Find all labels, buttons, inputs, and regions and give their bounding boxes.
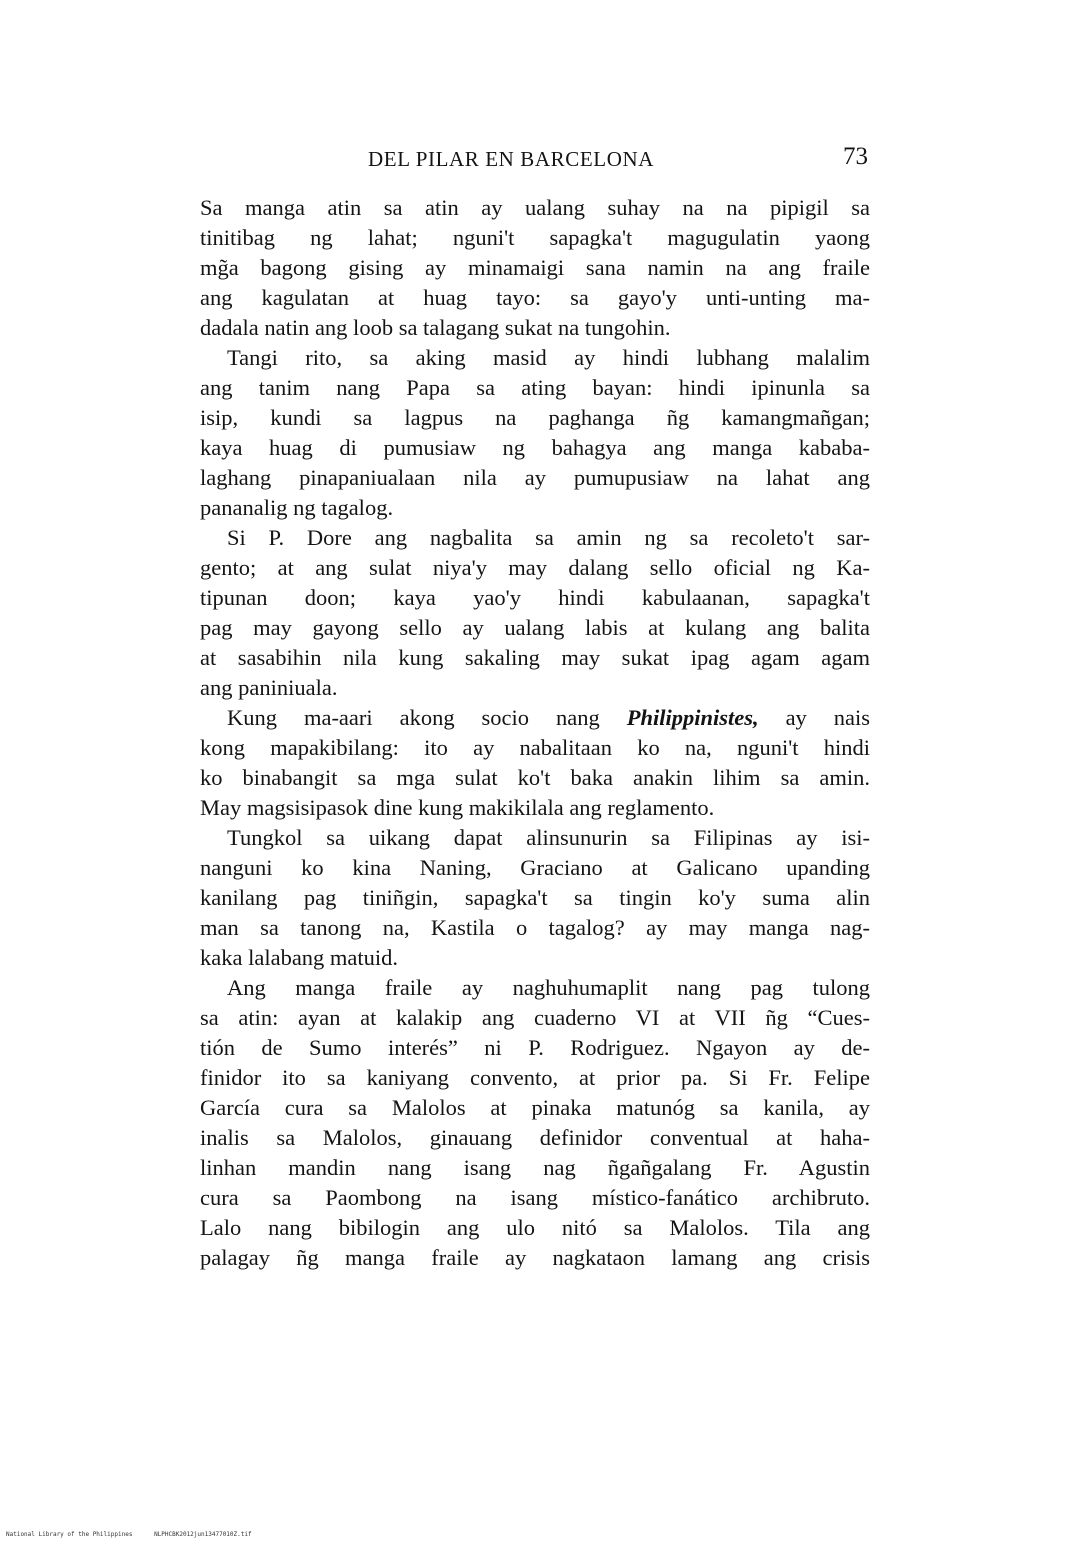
text-line: dadala natin ang loob sa talagang sukat na tungohin. bbox=[200, 315, 671, 340]
text-line: linhan mandin nang isang nag ñgañgalang Fr. Agustin bbox=[200, 1155, 870, 1180]
text-line: ang kagulatan at huag tayo: sa gayo'y unti-unting ma- bbox=[200, 285, 870, 310]
text-line: Lalo nang bibilogin ang ulo nitó sa Malolos. Tila ang bbox=[200, 1215, 870, 1240]
text-line: palagay ñg manga fraile ay nagkataon lamang ang crisis bbox=[200, 1245, 870, 1270]
text-line: kanilang pag tiniñgin, sapagka't sa tingin ko'y suma alin bbox=[200, 885, 870, 910]
text-line: isip, kundi sa lagpus na paghanga ñg kamangmañgan; bbox=[200, 405, 870, 430]
running-head bbox=[200, 143, 870, 179]
italic-term: Philippinistes, bbox=[626, 705, 759, 730]
text-line: Kung ma-aari akong socio nang Philippinistes, ay nais bbox=[227, 705, 870, 730]
text-line: pananalig ng tagalog. bbox=[200, 495, 394, 520]
text-line: pag may gayong sello ay ualang labis at kulang ang balita bbox=[200, 615, 870, 640]
text-line: May magsisipasok dine kung makikilala ang reglamento. bbox=[200, 795, 715, 820]
text-line: tipunan doon; kaya yao'y hindi kabulaanan, sapagka't bbox=[200, 585, 870, 610]
text-line: cura sa Paombong na isang místico-fanático archibruto. bbox=[200, 1185, 870, 1210]
page-number: 73 bbox=[843, 143, 868, 170]
text-line: finidor ito sa kaniyang convento, at prior pa. Si Fr. Felipe bbox=[200, 1065, 870, 1090]
text-line: nanguni ko kina Naning, Graciano at Galicano upanding bbox=[200, 855, 870, 880]
text-line: ang tanim nang Papa sa ating bayan: hindi ipinunla sa bbox=[200, 375, 870, 400]
text-line: gento; at ang sulat niya'y may dalang sello oficial ng Ka- bbox=[200, 555, 870, 580]
text-line: kong mapakibilang: ito ay nabalitaan ko na, nguni't hindi bbox=[200, 735, 870, 760]
text-line: ko binabangit sa mga sulat ko't baka anakin lihim sa amin. bbox=[200, 765, 870, 790]
text-line: sa atin: ayan at kalakip ang cuaderno VI at VII ñg “Cues- bbox=[200, 1005, 870, 1030]
text-line: kaya huag di pumusiaw ng bahagya ang manga kababa- bbox=[200, 435, 870, 460]
text-line: at sasabihin nila kung sakaling may sukat ipag agam agam bbox=[200, 645, 870, 670]
text-line: tión de Sumo interés” ni P. Rodriguez. Ngayon ay de- bbox=[200, 1035, 870, 1060]
library-credit: National Library of the Philippines bbox=[6, 1531, 133, 1538]
text-line: Tangi rito, sa aking masid ay hindi lubhang malalim bbox=[227, 345, 870, 370]
text-line: man sa tanong na, Kastila o tagalog? ay may manga nag- bbox=[200, 915, 870, 940]
text-line: inalis sa Malolos, ginauang definidor conventual at haha- bbox=[200, 1125, 870, 1150]
text-line: Ang manga fraile ay naghuhumaplit nang pag tulong bbox=[227, 975, 870, 1000]
text-line: mg̃a bagong gising ay minamaigi sana namin na ang fraile bbox=[200, 255, 870, 280]
text-line: Sa manga atin sa atin ay ualang suhay na na pipigil sa bbox=[200, 195, 870, 220]
running-title: DEL PILAR EN BARCELONA bbox=[368, 147, 654, 171]
scan-footer bbox=[6, 1531, 270, 1538]
text-line: García cura sa Malolos at pinaka matunóg sa kanila, ay bbox=[200, 1095, 870, 1120]
body-text bbox=[200, 193, 870, 1273]
text-line: ang paniniuala. bbox=[200, 675, 338, 700]
text-line: kaka lalabang matuid. bbox=[200, 945, 399, 970]
text-line: Tungkol sa uikang dapat alinsunurin sa Filipinas ay isi- bbox=[227, 825, 870, 850]
file-id: NLPHCBK2012jun13477010Z.tif bbox=[154, 1531, 252, 1538]
text-line: Si P. Dore ang nagbalita sa amin ng sa recoleto't sar- bbox=[227, 525, 870, 550]
text-line: tinitibag ng lahat; nguni't sapagka't magugulatin yaong bbox=[200, 225, 870, 250]
text-line: laghang pinapaniualaan nila ay pumupusiaw na lahat ang bbox=[200, 465, 870, 490]
